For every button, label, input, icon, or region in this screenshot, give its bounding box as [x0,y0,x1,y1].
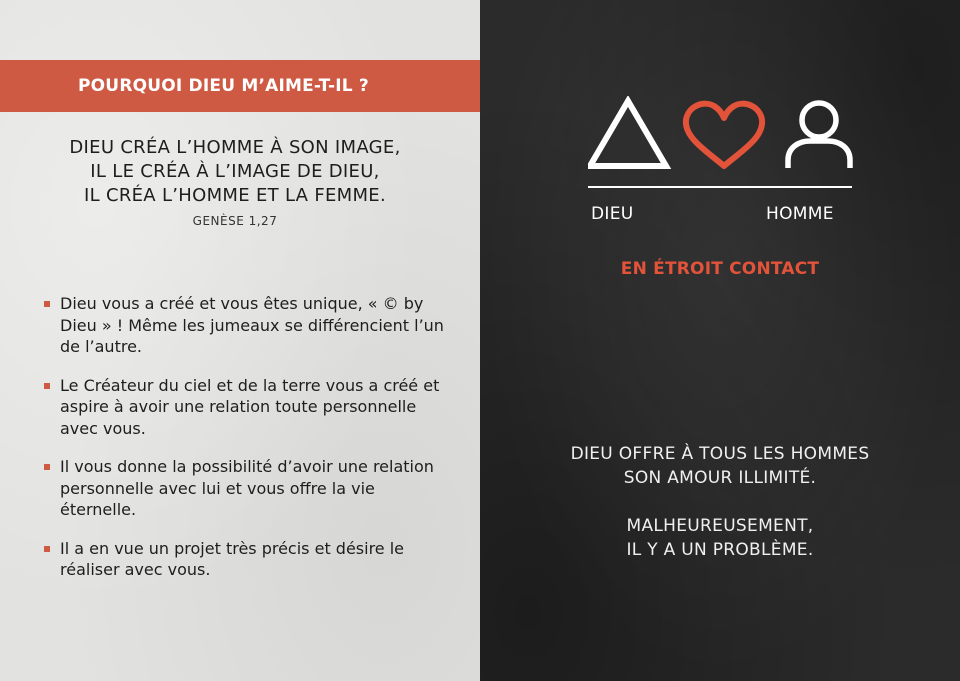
closing-message [480,442,960,562]
list-item [44,456,444,521]
divider-line [588,186,852,188]
list-item [44,375,444,440]
verse-reference: GENÈSE 1,27 [192,214,278,228]
square-bullet-icon [44,383,50,389]
bullet-text: Il vous donne la possibilité d’avoir une relation personnelle avec lui et vous offre la vie éternelle. [60,457,434,519]
symbol-group [588,96,858,176]
message-line: IL Y A UN PROBLÈME. [626,540,814,560]
message-line: SON AMOUR ILLIMITÉ. [623,468,817,488]
message-line: DIEU OFFRE À TOUS LES HOMMES [570,444,870,464]
contact-heading: EN ÉTROIT CONTACT [620,259,820,279]
bible-verse [20,136,450,228]
bullet-text: Il a en vue un projet très précis et désire le réaliser avec vous. [60,538,405,579]
square-bullet-icon [44,546,50,552]
verse-line: DIEU CRÉA L’HOMME À SON IMAGE, [69,137,401,158]
square-bullet-icon [44,464,50,470]
bullet-text: Le Créateur du ciel et de la terre vous a créé et aspire à avoir une relation toute personnelle avec vous. [60,375,440,438]
square-bullet-icon [44,301,50,307]
message-spacer [480,490,960,514]
label-dieu: DIEU [591,204,634,224]
list-item [44,538,444,581]
title-banner [0,60,480,112]
verse-line: IL CRÉA L’HOMME ET LA FEMME. [84,185,386,206]
message-line: MALHEUREUSEMENT, [626,516,814,536]
verse-line: IL LE CRÉA À L’IMAGE DE DIEU, [90,161,380,182]
label-homme: HOMME [766,204,834,224]
banner-title: POURQUOI DIEU M’AIME-T-IL ? [78,76,369,96]
person-icon [788,103,850,168]
bullet-list [44,293,444,598]
heart-icon [686,104,762,166]
bullet-text: Dieu vous a créé et vous êtes unique, « © by Dieu » ! Même les jumeaux se différencient l’un de l’autre. [60,294,444,356]
triangle-icon [590,101,666,166]
list-item [44,293,444,358]
